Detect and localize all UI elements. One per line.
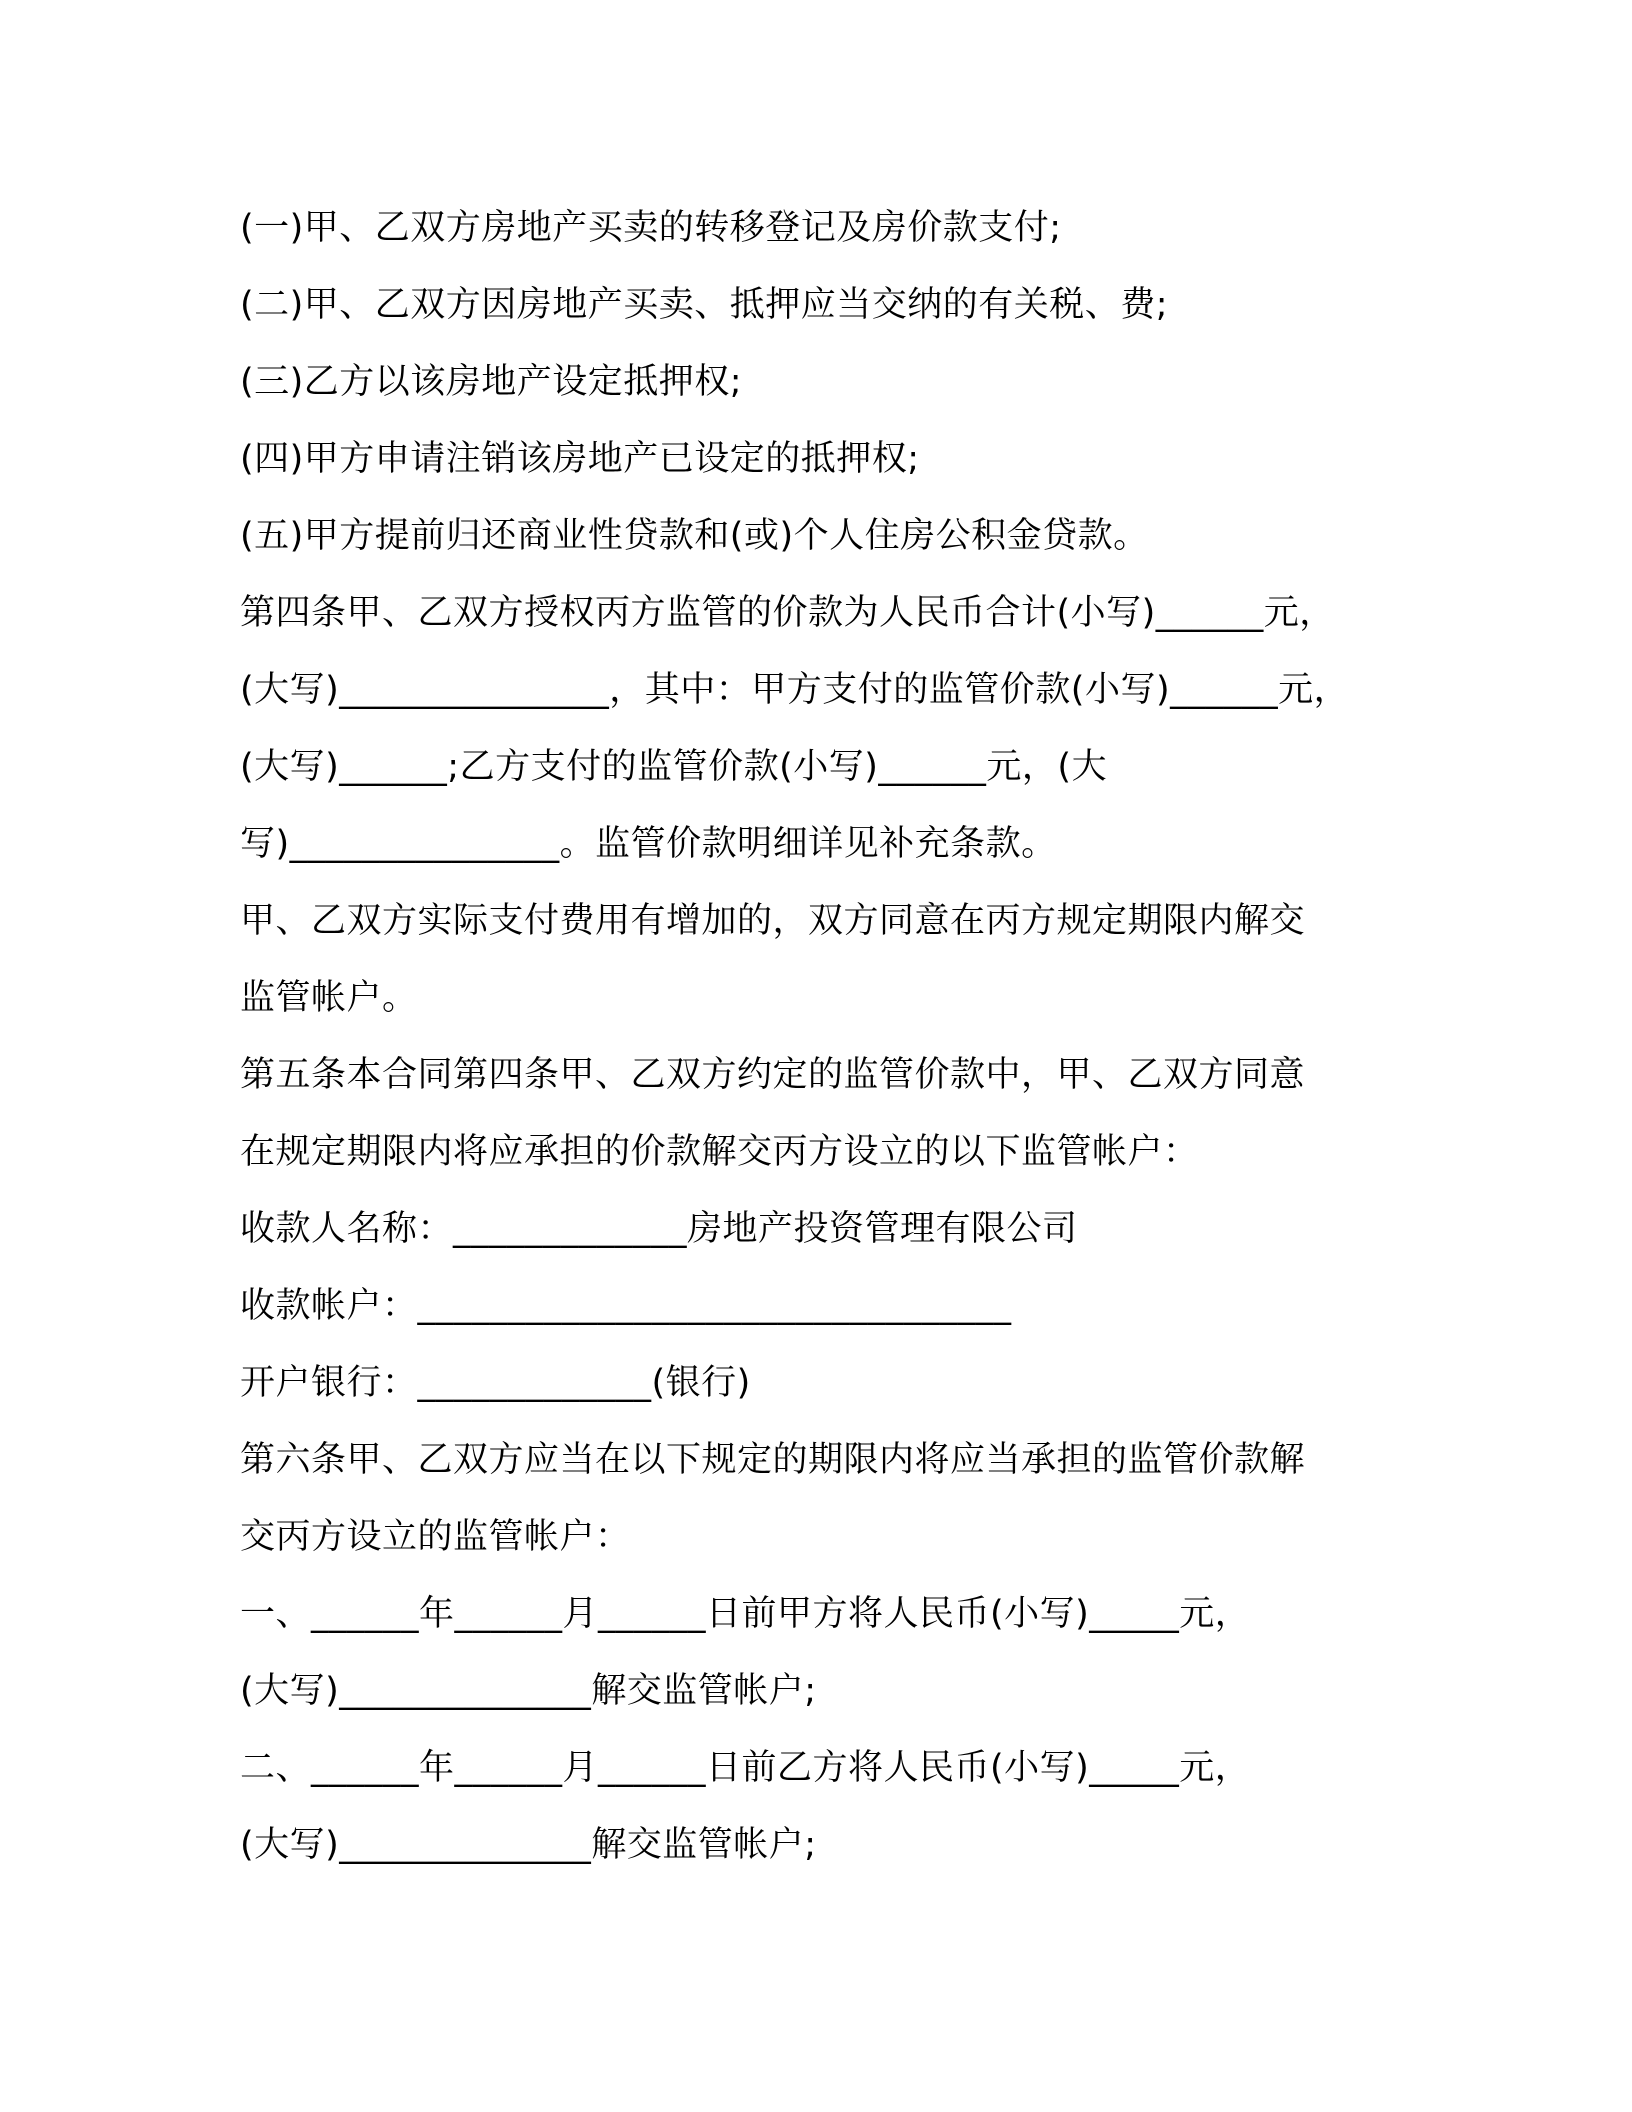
payee-account-line: 收款帐户：_________________________________	[240, 1286, 1012, 1326]
clause-item-1: (一)甲、乙双方房地产买卖的转移登记及房价款支付;	[240, 208, 1062, 248]
payee-name-line: 收款人名称：_____________房地产投资管理有限公司	[240, 1209, 1078, 1249]
article-4-line-3: (大写)______;乙方支付的监管价款(小写)______元，(大	[240, 747, 1108, 787]
clause-item-5: (五)甲方提前归还商业性贷款和(或)个人住房公积金贷款。	[240, 516, 1149, 556]
article-6-line-1: 第六条甲、乙双方应当在以下规定的期限内将应当承担的监管价款解	[240, 1440, 1306, 1480]
article-5-line-2: 在规定期限内将应承担的价款解交丙方设立的以下监管帐户：	[240, 1132, 1199, 1172]
article-5-line-1: 第五条本合同第四条甲、乙双方约定的监管价款中，甲、乙双方同意	[240, 1055, 1306, 1095]
contract-text	[240, 190, 1490, 1884]
clause-item-4: (四)甲方申请注销该房地产已设定的抵押权;	[240, 439, 920, 479]
article-4-line-2: (大写)_______________，其中：甲方支付的监管价款(小写)______元，	[240, 670, 1350, 710]
article-4-line-1: 第四条甲、乙双方授权丙方监管的价款为人民币合计(小写)______元，	[240, 593, 1335, 633]
opening-bank-line: 开户银行：_____________(银行)	[240, 1363, 751, 1403]
payment-item-1-line-2: (大写)______________解交监管帐户;	[240, 1671, 817, 1711]
article-4-line-4: 写)_______________。监管价款明细详见补充条款。	[240, 824, 1057, 864]
article-6-line-2: 交丙方设立的监管帐户：	[240, 1517, 631, 1557]
payment-item-1-line-1: 一、______年______月______日前甲方将人民币(小写)_____元，	[240, 1594, 1251, 1634]
payment-item-2-line-2: (大写)______________解交监管帐户;	[240, 1825, 817, 1865]
payment-item-2-line-1: 二、______年______月______日前乙方将人民币(小写)_____元，	[240, 1748, 1251, 1788]
clause-item-3: (三)乙方以该房地产设定抵押权;	[240, 362, 743, 402]
article-4-note-line-2: 监管帐户。	[240, 978, 418, 1018]
article-4-note-line-1: 甲、乙双方实际支付费用有增加的，双方同意在丙方规定期限内解交	[240, 901, 1306, 941]
clause-item-2: (二)甲、乙双方因房地产买卖、抵押应当交纳的有关税、费;	[240, 285, 1169, 325]
